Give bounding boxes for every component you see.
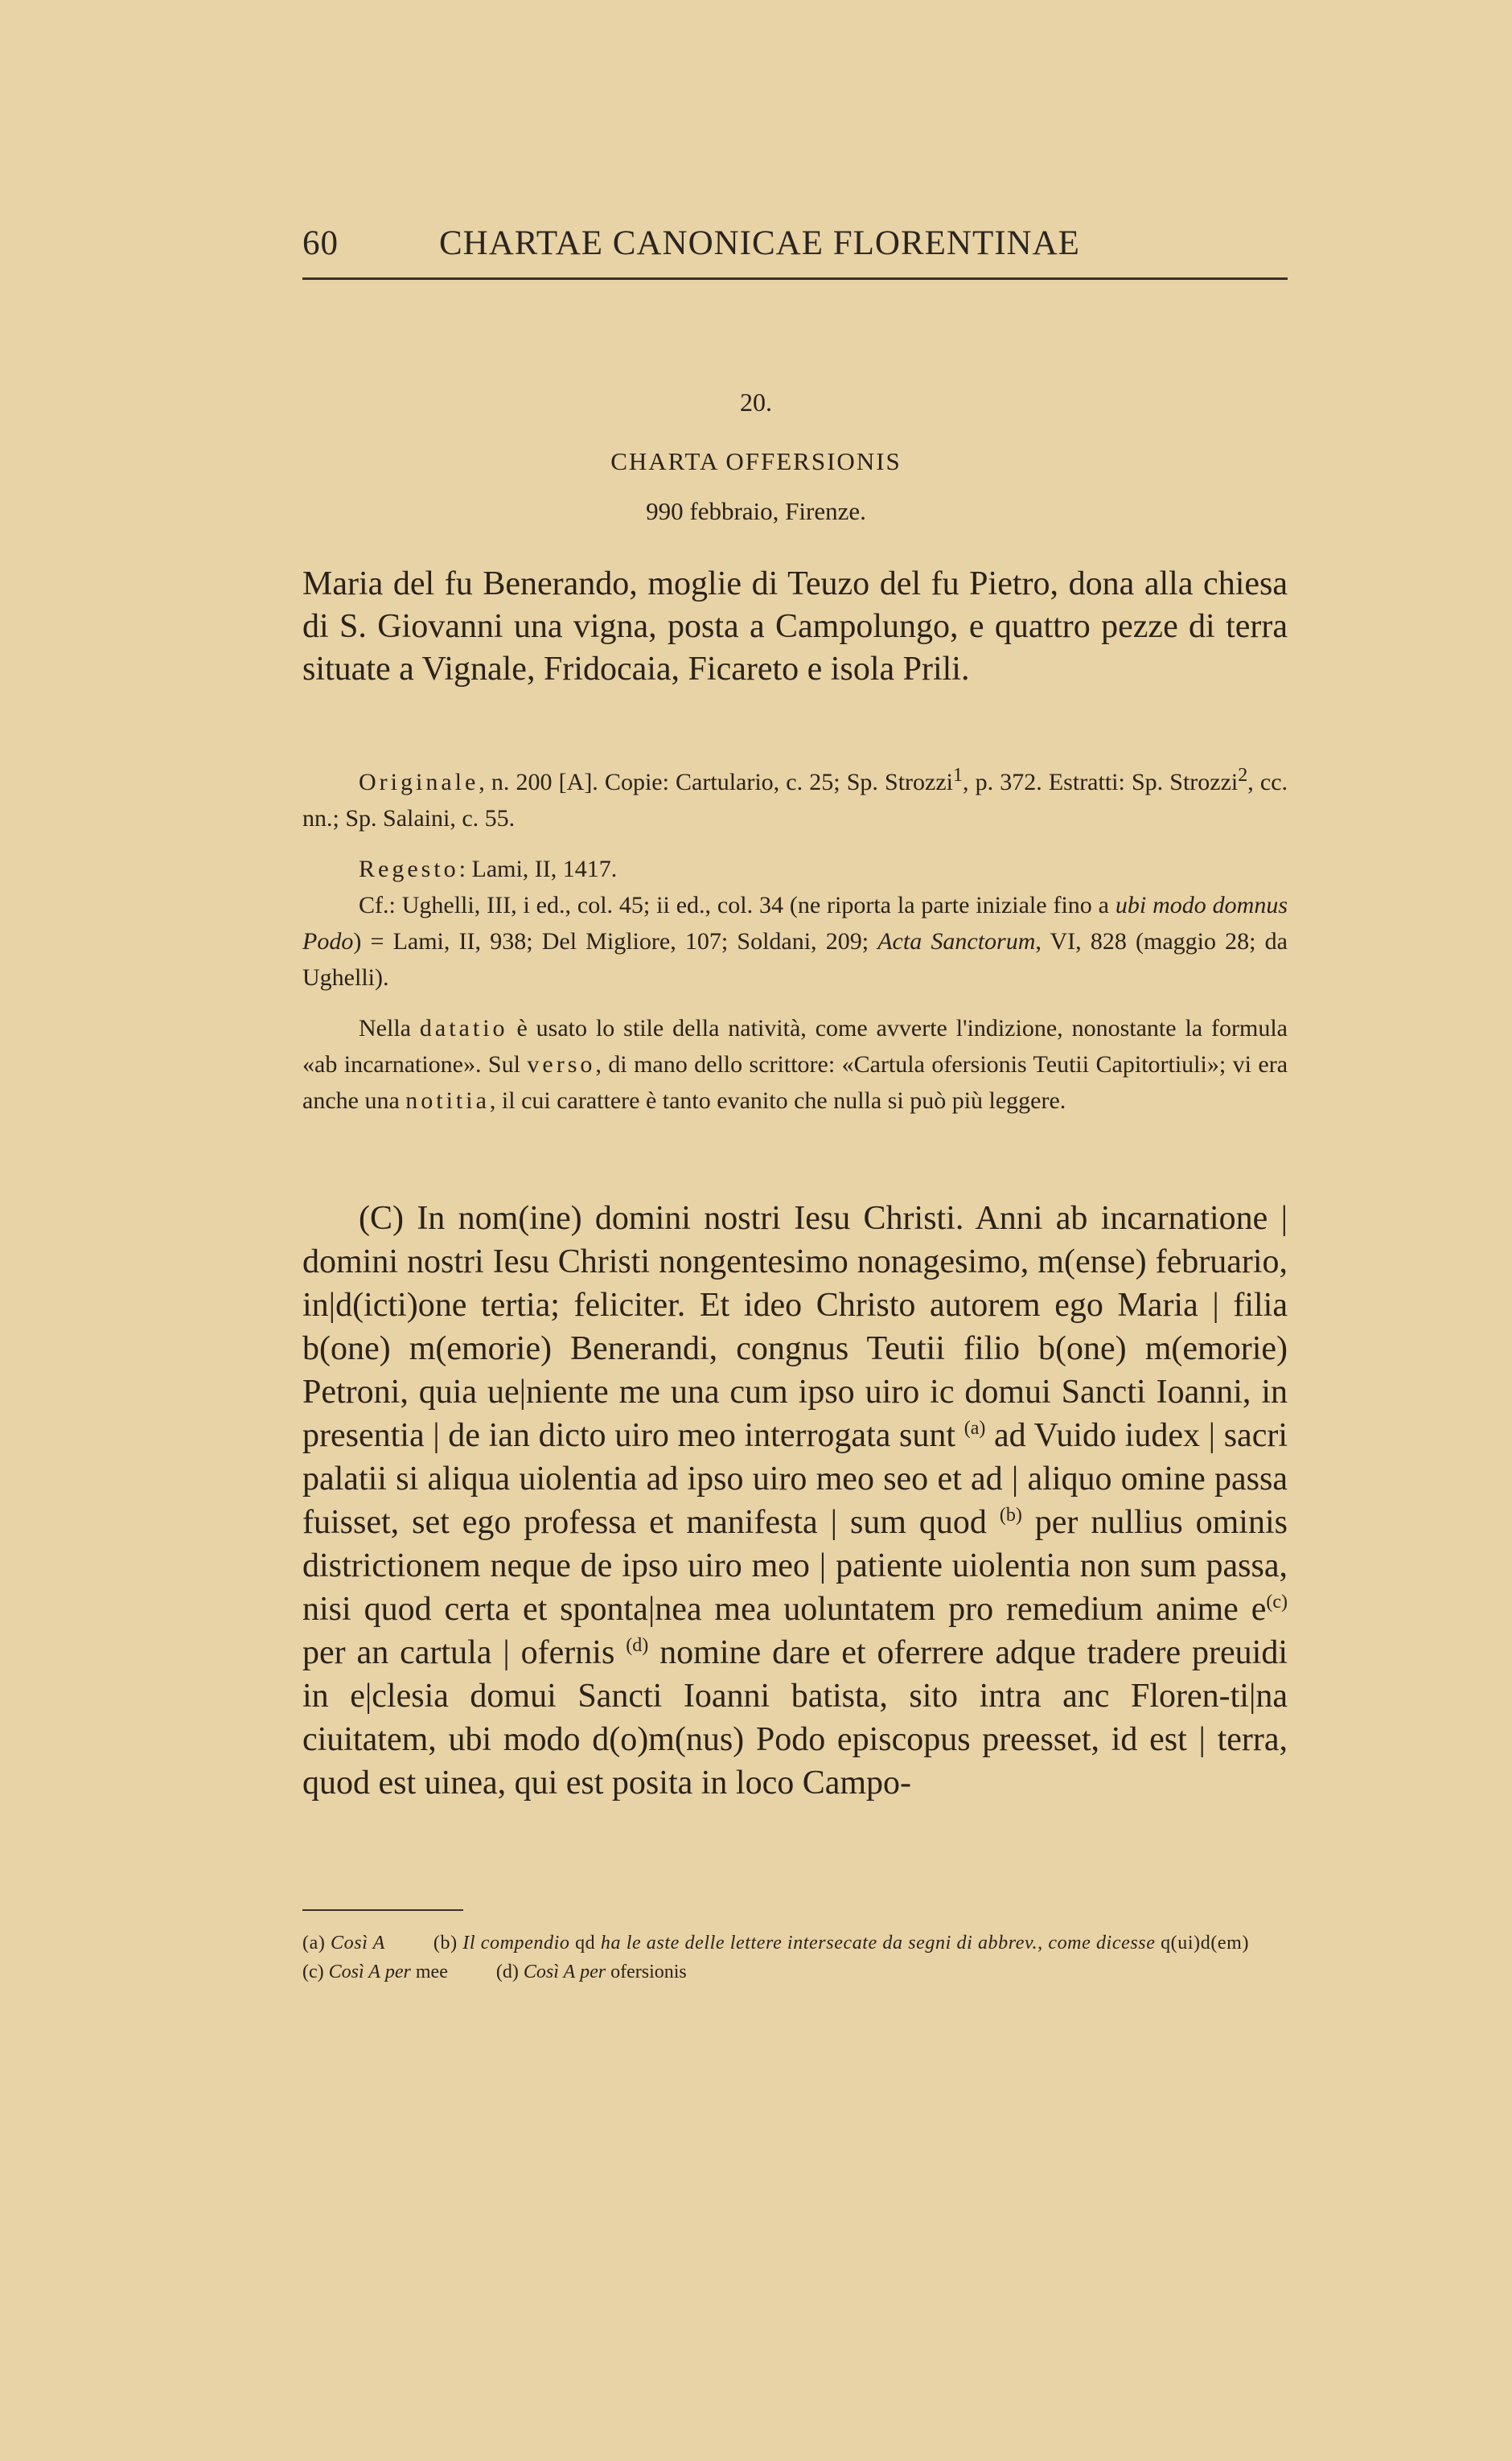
regesto-note: Regesto: Lami, II, 1417. [359, 856, 618, 882]
footnote-c: (c) Così A per mee [302, 1962, 448, 1982]
regesto-label: Regesto [359, 856, 459, 882]
footnote-ref-b: (b) [999, 1505, 1022, 1526]
critical-notes [302, 764, 1288, 1119]
footnote-row-1 [302, 1929, 1288, 1958]
summary-paragraph [302, 563, 1288, 691]
charter-text [302, 1197, 1288, 1805]
footnote-rule [302, 1909, 463, 1911]
footnote-b: (b) Il compendio qd ha le aste delle lettere intersecate da segni di abbrev., come dicesse q(ui)d(em) [433, 1933, 1250, 1954]
originale-label: Originale [359, 769, 479, 795]
footnote-a: (a) Così A [302, 1933, 385, 1954]
summary-text: Maria del fu Benerando, moglie di Teuzo del fu Pietro, dona alla chiesa di S. Giovanni una vigna, posta a Campolungo, e quattro pezze di terra situate a Vignale, Fridocaia, Ficareto e isola Prili. [302, 565, 1288, 688]
document-date: 990 febbraio, Firenze. [646, 497, 866, 525]
footnote-row-2 [302, 1958, 1288, 1986]
cf-note: Cf.: Ughelli, III, i ed., col. 45; ii ed., col. 34 (ne riporta la parte iniziale fino a ubi modo domnus Podo) = Lami, II, 938; Del Migliore, 107; Soldani, 209; Acta Sanctorum, VI, 828 (maggio 28; da Ughelli). [302, 892, 1288, 991]
document-number: 20. [740, 388, 772, 417]
footnote-ref-a: (a) [963, 1418, 986, 1439]
document-title: CHARTA OFFERSIONIS [610, 447, 902, 475]
footnote-ref-c: (c) [1266, 1592, 1288, 1613]
header-rule [302, 277, 1288, 280]
page-number: 60 [302, 224, 339, 262]
footnote-d: (d) Così A per ofersionis [495, 1962, 687, 1982]
running-title: CHARTAE CANONICAE FLORENTINAE [439, 224, 1080, 262]
footnotes [302, 1929, 1288, 1986]
footnote-ref-d: (d) [626, 1635, 649, 1656]
charter-paragraph: (C) In nom(ine) domini nostri Iesu Christi. Anni ab incarnatione | domini nostri Iesu Christi nongentesimo nonagesimo, m(ense) februario, in|d(icti)one tertia; feliciter. Et ideo Christo autorem ego Maria | filia b(one) m(emorie) Benerandi, congnus Teutii filio b(one) m(emorie) Petroni, quia ue|niente me una cum ipso uiro ic domui Sancti Ioanni, in presentia | de ian dicto uiro meo interrogata sunt $^{(a)}$ ad Vuido iudex | sacri palatii si aliqua uiolentia ad ipso uiro meo seo et ad | aliquo omine passa fuisset, set ego professa et manifesta | sum quod $^{(b)}$ per nullius ominis districtionem neque de ipso uiro meo | patiente uiolentia non sum passa, nisi quod certa et sponta|nea mea uoluntatem pro remedium anime $e^{(c)}$ per an cartula | ofernis $^{(d)}$ nomine dare et oferrere adque tradere preuidi in e|clesia domui Sancti Ioanni batista, sito intra anc Floren-ti|na ciuitatem, ubi modo d(o)m(nus) Podo episcopus preesset, id est | terra, quod est uinea, qui est posita in loco Campo- [302, 1200, 1288, 1802]
datatio-note: Nella datatio è usato lo stile della natività, come avverte l'indizione, nonostante la formula «ab incarnatione». Sul verso, di mano dello scrittore: «Cartula ofersionis Teutii Capitortiuli»; vi era anche una notitia, il cui carattere è tanto evanito che nulla si può più leggere. [302, 1015, 1288, 1114]
originale-note: Originale, n. 200 [A]. Copie: Cartulario, c. 25; Sp. Strozzi$^1$, p. 372. Estratti: Sp. Strozzi$^2$, cc. nn.; Sp. Salaini, c. 55. [302, 765, 1288, 832]
